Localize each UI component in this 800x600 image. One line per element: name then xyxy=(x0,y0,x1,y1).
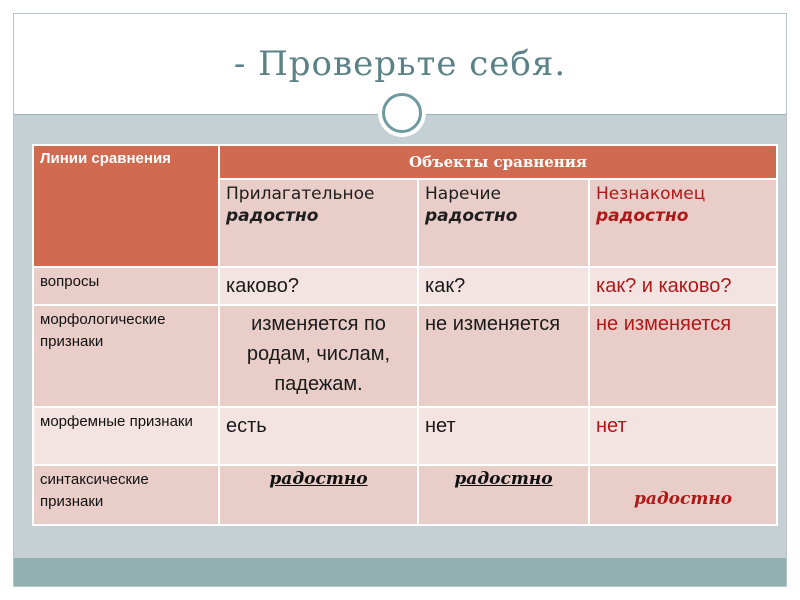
footer-band xyxy=(14,558,786,586)
column-header-adjective xyxy=(219,179,418,267)
table-cell xyxy=(589,465,777,525)
slide xyxy=(13,13,787,587)
table-cell: не изменяется xyxy=(418,305,589,407)
header-objects-of-comparison: Объекты сравнения xyxy=(219,145,777,179)
syntactic-word: радостно xyxy=(454,469,553,489)
column-label: Наречие xyxy=(425,184,502,204)
row-label: синтаксические признаки xyxy=(33,465,219,525)
table-cell: изменяется по родам, числам, падежам. xyxy=(219,305,418,407)
row-label: вопросы xyxy=(33,267,219,305)
header-lines-of-comparison: Линии сравнения xyxy=(33,145,219,267)
table-cell xyxy=(418,465,589,525)
table-row-morphemic xyxy=(33,407,777,465)
table-cell: каково? xyxy=(219,267,418,305)
column-label: Незнакомец xyxy=(596,184,706,204)
column-word: радостно xyxy=(596,206,689,226)
circle-ornament-icon xyxy=(382,93,422,133)
column-word: радостно xyxy=(226,206,319,226)
syntactic-word: радостно xyxy=(269,469,368,489)
table-cell: нет xyxy=(589,407,777,465)
row-label: морфологические признаки xyxy=(33,305,219,407)
table-row-morphological xyxy=(33,305,777,407)
column-label: Прилагательное xyxy=(226,184,375,204)
table-header-row xyxy=(33,145,777,179)
table-cell: нет xyxy=(418,407,589,465)
syntactic-word: радостно xyxy=(633,489,733,509)
table-cell xyxy=(219,465,418,525)
table-row-syntactic xyxy=(33,465,777,525)
comparison-table xyxy=(32,144,778,526)
column-header-adverb xyxy=(418,179,589,267)
slide-title: - Проверьте себя. xyxy=(233,44,567,84)
table-cell: есть xyxy=(219,407,418,465)
table-cell: как? и каково? xyxy=(589,267,777,305)
table-cell: как? xyxy=(418,267,589,305)
table-cell: не изменяется xyxy=(589,305,777,407)
row-label: морфемные признаки xyxy=(33,407,219,465)
column-word: радостно xyxy=(425,206,518,226)
column-header-stranger xyxy=(589,179,777,267)
table-row-questions xyxy=(33,267,777,305)
